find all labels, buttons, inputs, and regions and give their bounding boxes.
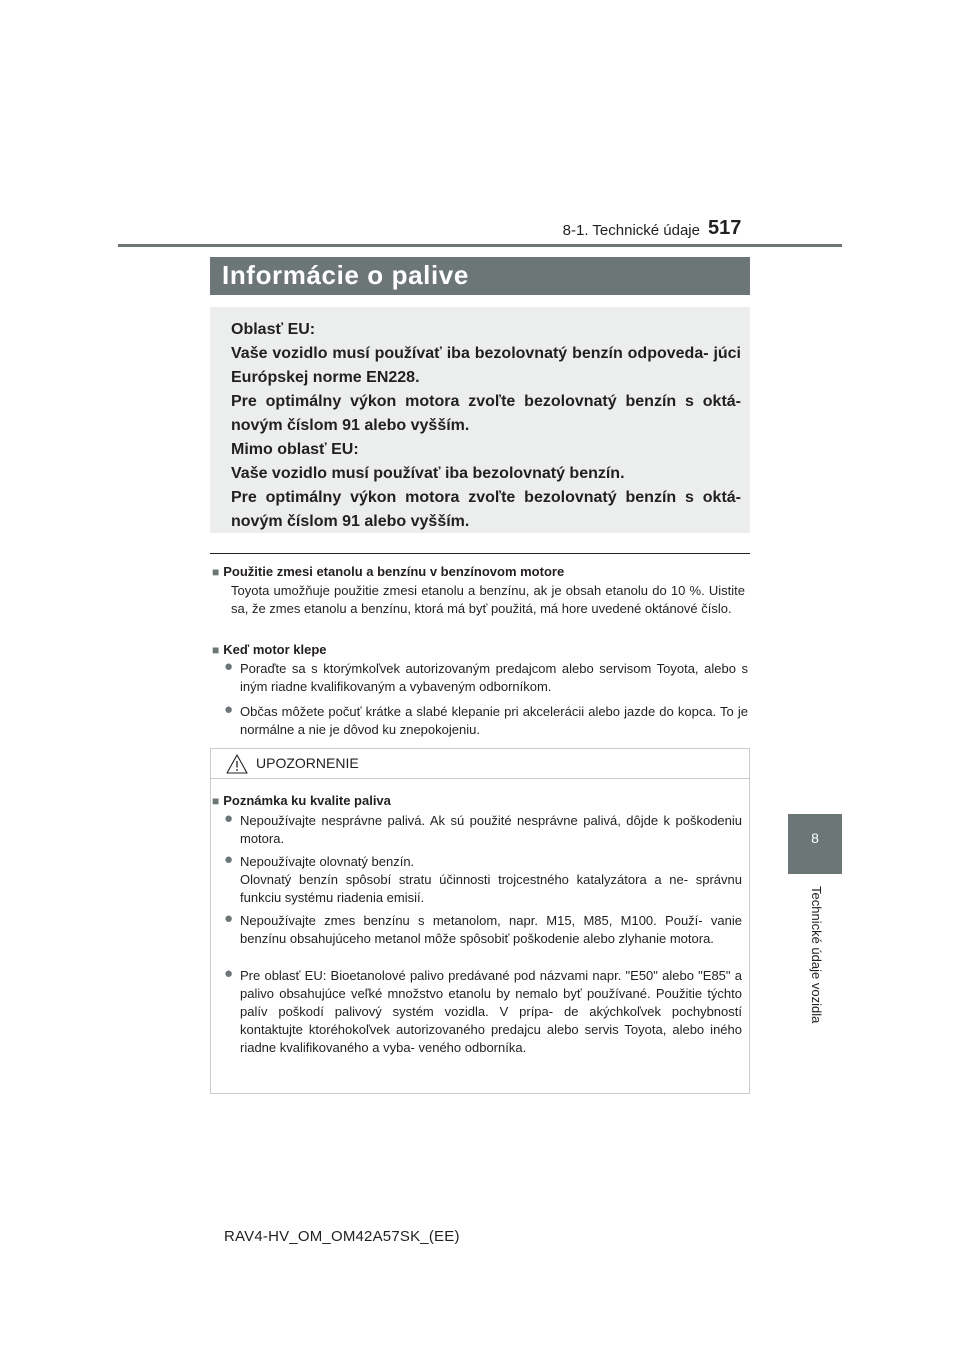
caution-bullet-2-line-1: Nepoužívajte olovnatý benzín. bbox=[240, 854, 415, 869]
round-bullet-icon: ● bbox=[224, 810, 234, 827]
caution-bullet-4: Pre oblasť EU: Bioetanolové palivo predávané pod názvami napr. "E50" alebo "E85" a palivo obsahujúce veľké množstvo etanolu by nemalo byť používané. Použitie týchto palív poškodí palivový systém vozidla. V prípa- de akýchkoľvek pochybností kontaktujte ktoréhokoľvek autorizovaného predajcu alebo servis Toyota, alebo iného riadne kvalifikovaného a vyba- veného odborníka. bbox=[240, 968, 742, 1055]
round-bullet-icon: ● bbox=[224, 965, 234, 982]
info-eu-requirement: Vaše vozidlo musí používať iba bezolovnatý benzín odpoveda- júci Európskej norme EN228. bbox=[231, 345, 741, 386]
ethanol-text: Toyota umožňuje použitie zmesi etanolu a benzínu, ak je obsah etanolu do 10 %. Uistite sa, že zmes etanolu a benzínu, ktorá má byť použitá, má hore uvedené oktánové číslo. bbox=[231, 583, 745, 616]
caution-title: UPOZORNENIE bbox=[256, 755, 359, 771]
info-eu-label: Oblasť EU: bbox=[231, 321, 316, 338]
document-id: RAV4-HV_OM_OM42A57SK_(EE) bbox=[224, 1228, 460, 1245]
warning-triangle-icon bbox=[226, 754, 248, 774]
section-divider bbox=[210, 553, 750, 554]
info-non-eu-octane: Pre optimálny výkon motora zvoľte bezolovnatý benzín s oktá- novým číslom 91 alebo vyšším. bbox=[231, 489, 741, 530]
chapter-number: 8 bbox=[811, 830, 819, 846]
caution-bullet-1: Nepoužívajte nesprávne palivá. Ak sú použité nesprávne palivá, dôjde k poškodeniu motora. bbox=[240, 813, 742, 846]
caution-heading-row bbox=[212, 792, 742, 810]
ethanol-heading: Použitie zmesi etanolu a benzínu v benzínovom motore bbox=[223, 564, 565, 579]
round-bullet-icon: ● bbox=[224, 701, 234, 718]
caution-heading: Poznámka ku kvalite paliva bbox=[223, 793, 391, 808]
info-non-eu-requirement: Vaše vozidlo musí používať iba bezolovnatý benzín. bbox=[231, 465, 625, 482]
page-title: Informácie o palive bbox=[222, 260, 469, 290]
knock-bullet-2: Občas môžete počuť krátke a slabé klepanie pri akcelerácii alebo jazde do kopca. To je normálne a nie je dôvod ku znepokojeniu. bbox=[240, 704, 748, 737]
round-bullet-icon: ● bbox=[224, 658, 234, 675]
caution-header-rule bbox=[211, 778, 749, 779]
section-title: 8-1. Technické údaje bbox=[562, 222, 700, 239]
header-rule bbox=[118, 244, 842, 247]
caution-bullet-2-line-2: Olovnatý benzín spôsobí stratu účinnosti trojcestného katalyzátora a ne- správnu funkciu systému riadenia emisií. bbox=[240, 872, 742, 905]
round-bullet-icon: ● bbox=[224, 851, 234, 868]
square-bullet-icon: ■ bbox=[212, 565, 220, 579]
ethanol-heading-row bbox=[212, 563, 752, 581]
info-eu-octane: Pre optimálny výkon motora zvoľte bezolovnatý benzín s oktá- novým číslom 91 alebo vyšším. bbox=[231, 393, 741, 434]
page-number: 517 bbox=[708, 217, 742, 239]
knock-heading-row bbox=[212, 641, 752, 659]
info-non-eu-label: Mimo oblasť EU: bbox=[231, 441, 359, 458]
knock-heading: Keď motor klepe bbox=[223, 642, 327, 657]
square-bullet-icon: ■ bbox=[212, 643, 220, 657]
knock-bullet-1: Poraďte sa s ktorýmkoľvek autorizovaným predajcom alebo servisom Toyota, alebo s iným riadne kvalifikovaným a vybaveným odborníkom. bbox=[240, 661, 748, 694]
round-bullet-icon: ● bbox=[224, 910, 234, 927]
chapter-label: Technické údaje vozidla bbox=[809, 886, 824, 1024]
square-bullet-icon: ■ bbox=[212, 794, 220, 808]
caution-bullet-3: Nepoužívajte zmes benzínu s metanolom, napr. M15, M85, M100. Použí- vanie benzínu obsahujúceho metanol môže spôsobiť poškodenie alebo zlyhanie motora. bbox=[240, 913, 742, 946]
